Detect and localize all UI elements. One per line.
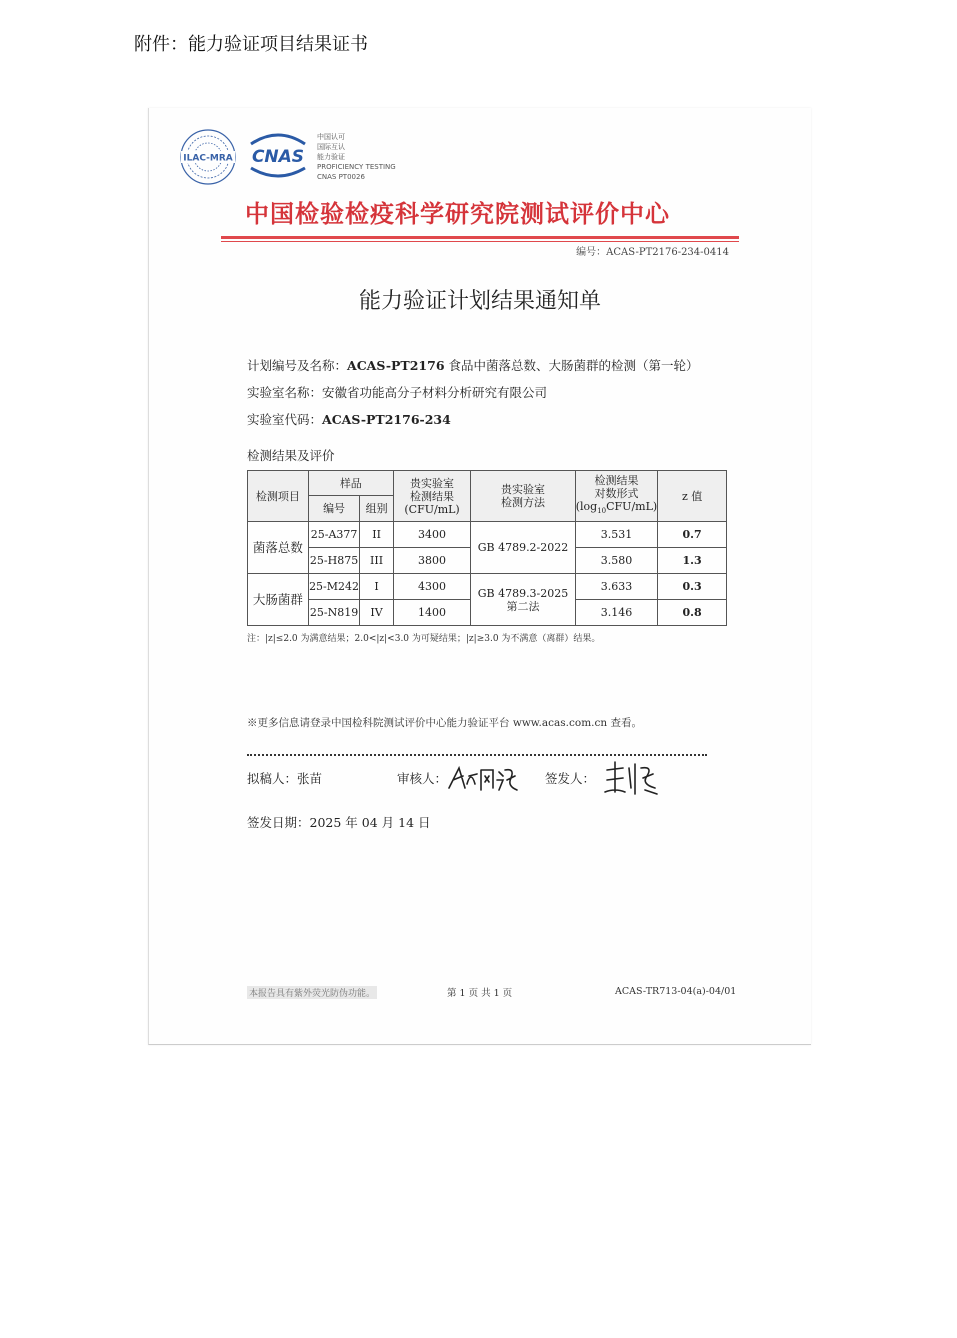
issue-date-value: 2025 年 04 月 14 日 [309, 815, 431, 830]
accreditation-line: 国际互认 [317, 143, 345, 151]
accreditation-line: 能力验证 [317, 153, 345, 161]
log-cell: 3.633 [575, 574, 657, 600]
log-cell: 3.531 [575, 522, 657, 548]
svg-text:ILAC-MRA: ILAC-MRA [183, 153, 233, 164]
accreditation-line: PROFICIENCY TESTING [317, 163, 396, 171]
item-cell: 菌落总数 [248, 522, 309, 574]
sample-no-cell: 25-A377 [308, 522, 360, 548]
z-cell: 0.3 [658, 574, 727, 600]
more-info-text: ※更多信息请登录中国检科院测试评价中心能力验证平台 www.acas.com.cn 查看。 [247, 717, 642, 729]
lab-code-label: 实验室代码： [247, 412, 323, 427]
log-cell: 3.146 [575, 600, 657, 626]
table-row [248, 522, 727, 548]
issue-date-label: 签发日期： [247, 815, 310, 830]
plan-name: 食品中菌落总数、大肠菌群的检测（第一轮） [444, 358, 699, 373]
method-cell: GB 4789.3-2025 第二法 [471, 574, 575, 626]
plan-info [247, 356, 699, 374]
sample-no-cell: 25-H875 [308, 548, 360, 574]
result-cell: 4300 [393, 574, 470, 600]
drafter [247, 769, 322, 787]
z-cell: 0.7 [658, 522, 727, 548]
result-cell: 3800 [393, 548, 470, 574]
form-code: ACAS-TR713-04(a)-04/01 [615, 986, 737, 997]
header-item: 检测项目 [248, 471, 309, 522]
accreditation-line: 中国认可 [317, 133, 345, 141]
z-cell: 0.8 [658, 600, 727, 626]
page-number: 第 1 页 共 1 页 [447, 988, 513, 999]
organization-name: 中国检验检疫科学研究院测试评价中心 [245, 200, 670, 228]
anti-counterfeit-note: 本报告具有紫外荧光防伪功能。 [247, 986, 377, 999]
plan-label: 计划编号及名称： [247, 358, 348, 373]
header-group: 组别 [360, 496, 394, 522]
lab-code-info [247, 410, 451, 428]
results-table [247, 470, 727, 626]
drafter-name: 张苗 [297, 771, 323, 786]
attachment-caption: 附件：能力验证项目结果证书 [134, 34, 368, 55]
reviewer-label: 审核人： [397, 771, 448, 786]
header-lab-result: 贵实验室 检测结果 (CFU/mL) [393, 471, 470, 522]
header-log: 检测结果 对数形式 $(\log_{10}CFU/mL)$ [575, 471, 657, 522]
header-divider [221, 236, 739, 239]
dotted-divider [247, 754, 707, 756]
issuer-label: 签发人： [545, 771, 596, 786]
z-cell: 1.3 [658, 548, 727, 574]
accreditation-line: CNAS PT0026 [317, 173, 365, 181]
header-sample: 样品 [308, 471, 393, 496]
item-cell: 大肠菌群 [248, 574, 309, 626]
table-row [248, 574, 727, 600]
header-z: z 值 [658, 471, 727, 522]
group-cell: I [360, 574, 394, 600]
evaluation-note: 注：|z|≤2.0 为满意结果；2.0<|z|<3.0 为可疑结果；|z|≥3.0 为不满意（离群）结果。 [247, 634, 601, 644]
group-cell: II [360, 522, 394, 548]
result-cell: 1400 [393, 600, 470, 626]
plan-code: ACAS-PT2176 [347, 358, 445, 373]
group-cell: III [360, 548, 394, 574]
results-section-label: 检测结果及评价 [247, 448, 335, 463]
accreditation-text [317, 132, 396, 182]
method-cell: GB 4789.2-2022 [471, 522, 575, 574]
ilac-mra-logo-icon [179, 128, 237, 186]
header-divider-thin [221, 241, 739, 242]
lab-name-info [247, 383, 547, 401]
cnas-logo-icon [245, 130, 311, 180]
result-cell: 3400 [393, 522, 470, 548]
sample-no-cell: 25-N819 [308, 600, 360, 626]
sample-no-cell: 25-M242 [308, 574, 360, 600]
issue-date [247, 813, 431, 831]
lab-name-label: 实验室名称： [247, 385, 323, 400]
lab-code: ACAS-PT2176-234 [322, 412, 451, 427]
header-sample-no: 编号 [308, 496, 360, 522]
header-method: 贵实验室 检测方法 [471, 471, 575, 522]
document-title: 能力验证计划结果通知单 [358, 289, 601, 314]
svg-text:CNAS: CNAS [251, 147, 305, 167]
group-cell: IV [360, 600, 394, 626]
certificate-sheet [148, 108, 811, 1045]
drafter-label: 拟稿人： [247, 771, 298, 786]
log-cell: 3.580 [575, 548, 657, 574]
lab-name: 安徽省功能高分子材料分析研究有限公司 [322, 385, 548, 400]
issuer-signature-icon [601, 758, 661, 798]
reviewer-signature-icon [445, 762, 521, 794]
serial-number: 编号：ACAS-PT2176-234-0414 [576, 247, 729, 258]
